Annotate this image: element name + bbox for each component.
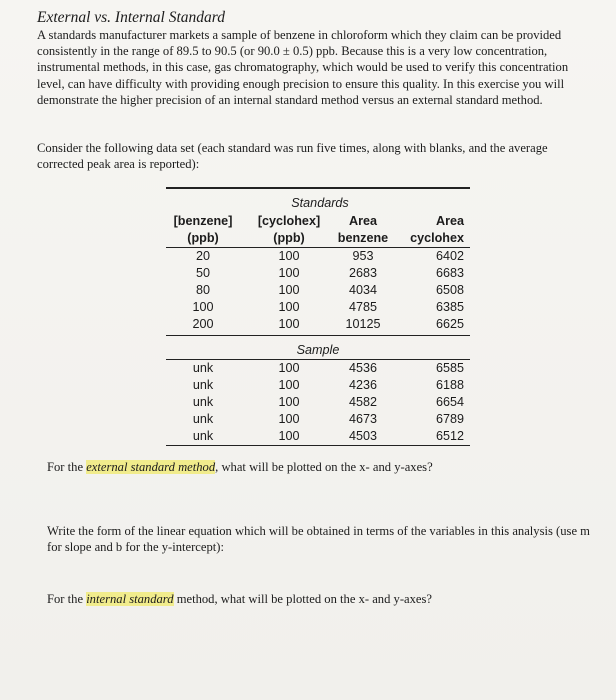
header-ppb-1: (ppb) [187,231,219,245]
header-area-1: Area [348,214,377,228]
table-cell: 4034 [348,283,378,297]
table-cell: 100 [278,395,300,409]
table-cell: 100 [278,283,300,297]
table-cell: unk [192,361,214,375]
table-cell: 6512 [435,429,464,443]
section-rule [166,335,470,336]
header-rule [166,247,470,248]
header-area-2: Area [435,214,464,228]
header-cyclohex-area: cyclohex [410,231,464,245]
table-cell: 20 [195,249,210,263]
table-cell: 6625 [435,317,464,331]
table-cell: 4673 [348,412,378,426]
question-text: For the [47,460,87,474]
table-cell: unk [192,395,214,409]
table-bottom-rule [166,445,470,446]
table-cell: 4785 [348,300,378,314]
highlighted-term: internal standard [86,592,174,606]
header-cyclohex: [cyclohex] [257,214,321,228]
table-cell: 100 [278,429,300,443]
table-top-rule [166,187,470,189]
table-cell: 6654 [435,395,464,409]
table-cell: 200 [192,317,214,331]
consider-paragraph: Consider the following data set (each standard was run five times, along with blanks, and the average corrected peak area is reported): [37,141,548,172]
header-ppb-2: (ppb) [273,231,305,245]
table-cell: 100 [278,361,300,375]
data-table [158,184,470,446]
question-linear-equation: Write the form of the linear equation which will be obtained in terms of the variables in this analysis (use m for slope and b for the y-intercept): [47,524,590,555]
page-title: External vs. Internal Standard [37,9,225,26]
table-cell: 100 [278,317,300,331]
question-text: method, what will be plotted on the x- and y-axes? [173,592,433,606]
table-cell: 6789 [435,412,464,426]
question-external-standard [47,459,597,475]
table-cell: 100 [192,300,214,314]
table-cell: 4503 [348,429,378,443]
table-cell: 953 [352,249,374,263]
question-text: For the [47,592,87,606]
intro-paragraph: A standards manufacturer markets a sample of benzene in chloroform which they claim can be provided consistently in the range of 89.5 to 90.5 (or 90.0 ± 0.5) ppb. Because this is a very low concentration, instrumental methods, in this case, gas chromatography, which would be used to verify this concentration level, can have difficulty with providing enough precision to ensure this quality. In this exercise you will demonstrate the higher precision of an internal standard method versus an external standard method. [37,28,569,107]
table-cell: 6188 [435,378,464,392]
table-cell: unk [192,429,214,443]
table-cell: 2683 [348,266,378,280]
table-cell: 100 [278,266,300,280]
table-cell: 100 [278,300,300,314]
table-cell: 100 [278,378,300,392]
table-cell: 50 [195,266,210,280]
table-cell: 100 [278,249,300,263]
table-cell: 6402 [435,249,464,263]
header-benzene: [benzene] [173,214,233,228]
table-cell: unk [192,378,214,392]
header-benzene-area: benzene [337,231,389,245]
question-text: , what will be plotted on the x- and y-axes? [215,460,433,474]
sample-rule [166,359,470,360]
table-cell: 6683 [435,266,464,280]
table-cell: 6385 [435,300,464,314]
table-cell: 4536 [348,361,378,375]
table-cell: 4236 [348,378,378,392]
table-cell: 100 [278,412,300,426]
table-cell: 4582 [348,395,378,409]
table-cell: 10125 [345,317,381,331]
highlighted-term: external standard method [86,460,216,474]
table-cell: 6585 [435,361,464,375]
standards-title: Standards [291,196,349,210]
sample-title: Sample [296,343,340,357]
table-cell: 6508 [435,283,464,297]
question-internal-standard [47,591,597,607]
table-cell: 80 [195,283,210,297]
table-cell: unk [192,412,214,426]
